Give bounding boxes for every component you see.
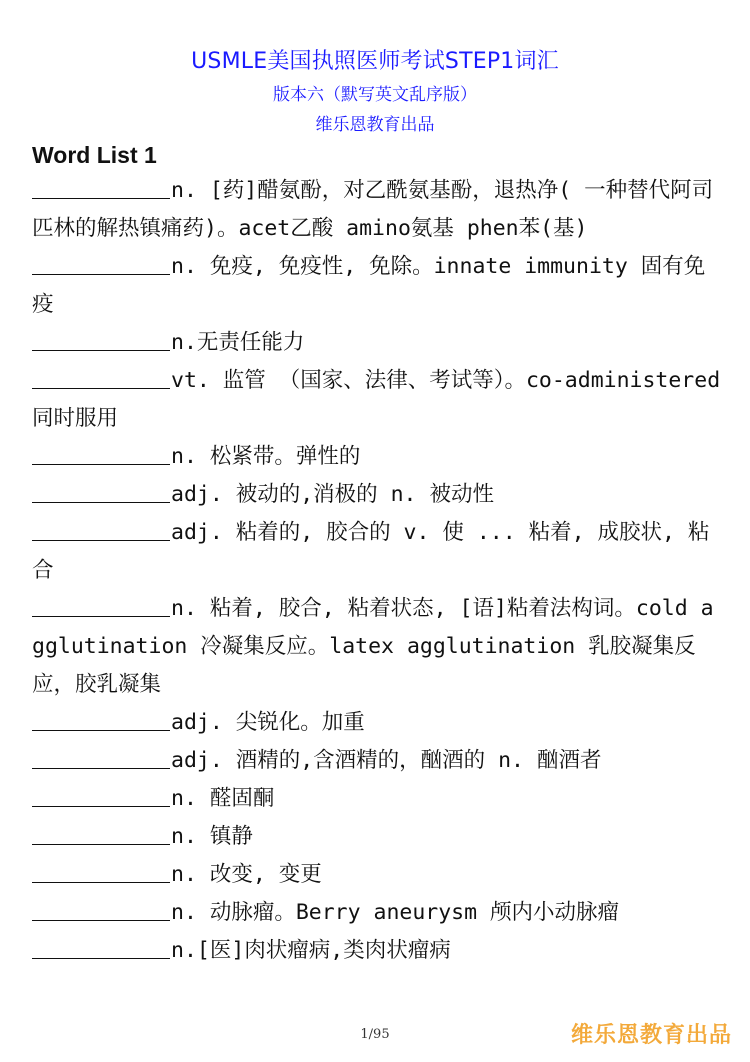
entry-definition: n. [药]醋氨酚，对乙酰氨基酚，退热净( 一种替代阿司匹林的解热镇痛药)。acet乙酸 amino氨基 phen苯(基) [32, 178, 714, 241]
vocab-entry [32, 476, 722, 514]
word-list-title: Word List 1 [32, 142, 157, 168]
entry-definition: vt. 监管 （国家、法律、考试等）。co-administered 同时服用 [32, 368, 721, 431]
entry-definition: n. 粘着, 胶合, 粘着状态, [语]粘着法构词。cold agglutination 冷凝集反应。latex agglutination 乳胶凝集反应，胶乳凝集 [32, 596, 714, 697]
answer-blank [32, 818, 170, 845]
page-number: 1/95 [360, 1027, 390, 1042]
vocab-entry [32, 324, 722, 362]
answer-blank [32, 362, 170, 389]
entry-definition: n. 免疫, 免疫性, 免除。innate immunity 固有免疫 [32, 254, 706, 317]
vocab-entry [32, 856, 722, 894]
entry-definition: adj. 尖锐化。加重 [171, 710, 365, 735]
entry-definition: n. 动脉瘤。Berry aneurysm 颅内小动脉瘤 [171, 900, 619, 925]
vocab-entry [32, 780, 722, 818]
answer-blank [32, 248, 170, 275]
answer-blank [32, 780, 170, 807]
entry-definition: n.无责任能力 [171, 330, 305, 355]
answer-blank [32, 742, 170, 769]
vocab-entry [32, 932, 722, 970]
answer-blank [32, 894, 170, 921]
vocab-entry [32, 514, 722, 590]
vocab-entry [32, 590, 722, 704]
answer-blank [32, 438, 170, 465]
vocab-entry [32, 894, 722, 932]
answer-blank [32, 590, 170, 617]
vocab-entry [32, 362, 722, 438]
vocabulary-list [32, 172, 722, 970]
vocab-entry [32, 818, 722, 856]
vocab-entry [32, 172, 722, 248]
answer-blank [32, 856, 170, 883]
entry-definition: n.[医]肉状瘤病,类肉状瘤病 [171, 938, 451, 963]
entry-definition: adj. 酒精的,含酒精的，酗酒的 n. 酗酒者 [171, 748, 602, 773]
entry-definition: n. 镇静 [171, 824, 253, 849]
entry-definition: n. 改变, 变更 [171, 862, 322, 887]
answer-blank [32, 324, 170, 351]
answer-blank [32, 514, 170, 541]
entry-definition: n. 松紧带。弹性的 [171, 444, 361, 469]
vocab-entry [32, 704, 722, 742]
publisher-watermark: 维乐恩教育出品 [570, 1023, 732, 1048]
entry-definition: adj. 粘着的, 胶合的 v. 使 ... 粘着, 成胶状, 粘合 [32, 520, 710, 583]
answer-blank [32, 476, 170, 503]
answer-blank [32, 704, 170, 731]
vocab-entry [32, 248, 722, 324]
publisher-line: 维乐恩教育出品 [315, 115, 435, 135]
entry-definition: adj. 被动的,消极的 n. 被动性 [171, 482, 494, 507]
vocab-entry [32, 742, 722, 780]
document-subtitle: 版本六（默写英文乱序版） [273, 85, 477, 105]
answer-blank [32, 172, 170, 199]
vocab-entry [32, 438, 722, 476]
entry-definition: n. 醛固酮 [171, 786, 275, 811]
document-title: USMLE美国执照医师考试STEP1词汇 [191, 49, 559, 74]
answer-blank [32, 932, 170, 959]
